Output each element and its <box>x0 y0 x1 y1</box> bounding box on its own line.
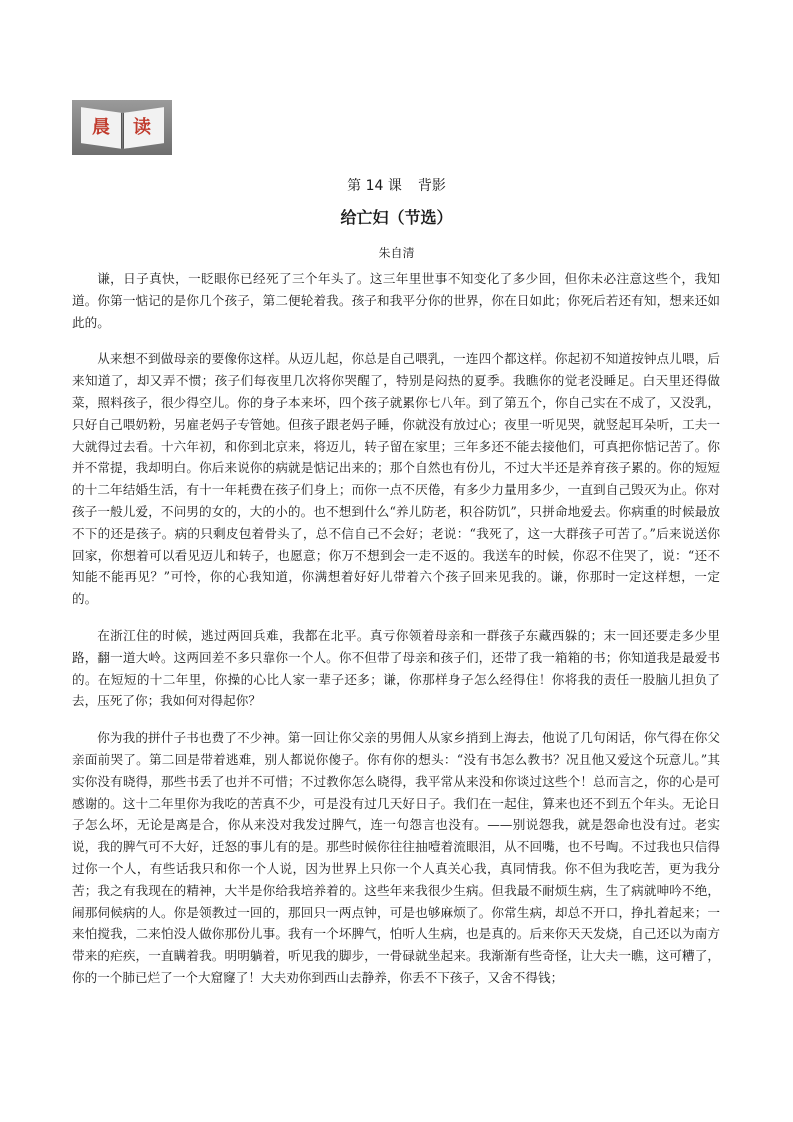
paragraph-4: 你为我的拼什子书也费了不少神。第一回让你父亲的男佣人从家乡捎到上海去，他说了几句闲话，你气得在你父亲面前哭了。第二回是带着逃难，别人都说你傻子。你有你的想头：“没有书怎么教书？况且他又爱这个玩意儿。”其实你没有晓得，那些书丢了也并不可惜；不过教你怎么晓得，我平常从来没和你谈过这些个！总而言之，你的心是可感谢的。这十二年里你为我吃的苦真不少，可是没有过几天好日子。我们在一起住，算来也还不到五个年头。无论日子怎么坏，无论是离是合，你从来没对我发过脾气，连一句怨言也没有。——别说怨我，就是怨命也没有过。老实说，我的脾气可不大好，迁怒的事儿有的是。那些时候你往往抽噎着流眼泪，从不回嘴，也不号啕。不过我也只信得过你一个人，有些话我只和你一个人说，因为世界上只你一个人真关心我，真同情我。你不但为我吃苦，更为我分苦；我之有我现在的精神，大半是你给我培养着的。这些年来我很少生病。但我最不耐烦生病，生了病就呻吟不绝，闹那伺候病的人。你是领教过一回的，那回只一两点钟，可是也够麻烦了。你常生病，却总不开口，挣扎着起来；一来怕搅我，二来怕没人做你那份儿事。我有一个坏脾气，怕听人生病，也是真的。后来你天天发烧，自己还以为南方带来的疟疾，一直瞒着我。明明躺着，听见我的脚步，一骨碌就坐起来。我渐渐有些奇怪，让大夫一瞧，这可糟了，你的一个肺已烂了一个大窟窿了！大夫劝你到西山去静养，你丢不下孩子，又舍不得钱； <box>72 730 720 985</box>
paragraph-2: 从来想不到做母亲的要像你这样。从迈儿起，你总是自己喂乳，一连四个都这样。你起初不知道按钟点儿喂，后来知道了，却又弄不惯；孩子们每夜里几次将你哭醒了，特别是闷热的夏季。我瞧你的觉老没睡足。白天里还得做菜，照料孩子，很少得空儿。你的身子本来坏，四个孩子就累你七八年。到了第五个，你自己实在不成了，又没乳，只好自己喂奶粉，另雇老妈子专管她。但孩子跟老妈子睡，你就没有放过心；夜里一听见哭，就竖起耳朵听，工夫一大就得过去看。十六年初，和你到北京来，将迈儿，转子留在家里；三年多还不能去接他们，可真把你惦记苦了。你并不常提，我却明白。你后来说你的病就是惦记出来的；那个自然也有份儿，不过大半还是养育孩子累的。你的短短的十二年结婚生活，有十一年耗费在孩子们身上；而你一点不厌倦，有多少力量用多少，一直到自己毁灭为止。你对孩子一般儿爱，不问男的女的，大的小的。也不想到什么“养儿防老，积谷防饥”，只拼命地爱去。你病重的时候最放不下的还是孩子。病的只剩皮包着骨头了，总不信自己不会好；老说：“我死了，这一大群孩子可苦了。”后来说送你回家，你想着可以看见迈儿和转子，也愿意；你万不想到会一走不返的。我送车的时候，你忍不住哭了，说：“还不知能不能再见？”可怜，你的心我知道，你满想着好好儿带着六个孩子回来见我的。谦，你那时一定这样想，一定的。 <box>72 351 720 607</box>
logo-char-2: 读 <box>133 117 151 138</box>
lesson-heading <box>0 175 793 195</box>
article-body <box>72 268 720 1004</box>
article-title: 给亡妇（节选） <box>340 208 453 227</box>
chendu-logo <box>72 100 172 155</box>
article-author: 朱自清 <box>378 246 415 260</box>
paragraph-1: 谦，日子真快，一眨眼你已经死了三个年头了。这三年里世事不知变化了多少回，但你未必注意这些个，我知道。你第一惦记的是你几个孩子，第二便轮着我。孩子和我平分你的世界，你在日如此；你死后若还有知，想来还如此的。 <box>72 271 720 330</box>
logo-char-1: 晨 <box>92 117 110 138</box>
lesson-name: 背影 <box>417 178 446 194</box>
paragraph-3: 在浙江住的时候，逃过两回兵难，我都在北平。真亏你领着母亲和一群孩子东藏西躲的；末一回还要走多少里路，翻一道大岭。这两回差不多只靠你一个人。你不但带了母亲和孩子们，还带了我一箱箱的书；你知道我是最爱书的。在短短的十二年里，你操的心比人家一辈子还多；谦，你那样身子怎么经得住！你将我的责任一股脑儿担负了去，压死了你；我如何对得起你？ <box>72 627 720 709</box>
lesson-number: 第 14 课 <box>347 178 402 194</box>
